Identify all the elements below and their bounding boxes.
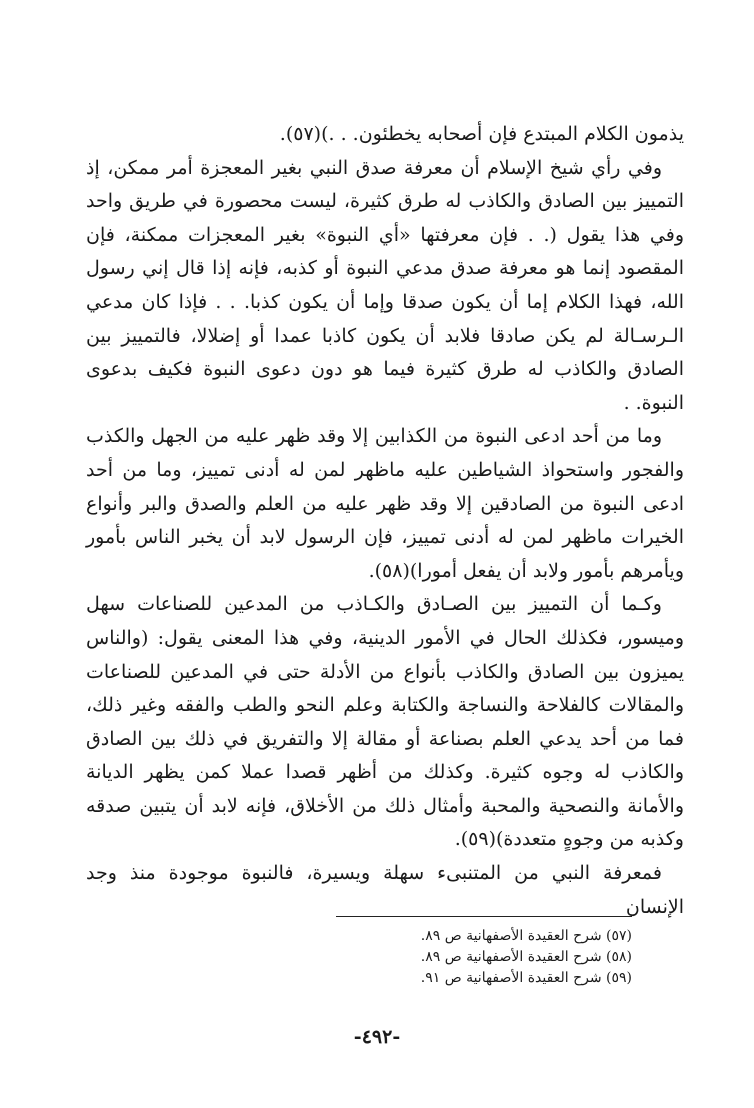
paragraph: فمعرفة النبي من المتنبىء سهلة ويسيرة، فالنبوة موجودة منذ وجد الإنسان (86, 862, 684, 918)
paragraph: وكـما أن التمييز بين الصـادق والكـاذب من المدعين للصناعات سهل وميسور، فكذلك الحال في الأمور الدينية، وفي هذا المعنى يقول: (والناس يميزون بين الصادق والكاذب بأنواع من الأدلة حتى في المدعين للصناعات والمقالات كالفلاحة والنساجة والكتابة وعلم النحو والطب والفقه وغير ذلك، فما من أحد يدعي العلم بصناعة أو مقالة إلا والتفريق في ذلك بين الصادق والكاذب له وجوه كثيرة. وكذلك من أظهر قصدا عملا كمن يظهر الديانة والأمانة والنصحية والمحبة وأمثال ذلك من الأخلاق، فإنه لابد أن يتبين صدقه وكذبه من وجوهٍ متعددة)(٥٩). (86, 593, 684, 851)
footnote-58: (٥٨) شرح العقيدة الأصفهانية ص ٨٩. (420, 949, 632, 965)
footnote-divider (336, 916, 632, 917)
page-number: -٤٩٢- (353, 1026, 401, 1048)
paragraph: وما من أحد ادعى النبوة من الكذابين إلا وقد ظهر عليه من الجهل والكذب والفجور واستحواذ الشياطين عليه ماظهر لمن له أدنى تمييز، وما من أحد ادعى النبوة من الصادقين إلا وقد ظهر عليه من العلم والصدق والبر وأنواع الخيرات ماظهر لمن له أدنى تمييز، فإن الرسول لابد أن يخبر الناس بأمور ويأمرهم بأمور ولابد أن يفعل أمورا)(٥٨). (86, 425, 684, 582)
footnotes (300, 926, 632, 989)
paragraph: وفي رأي شيخ الإسلام أن معرفة صدق النبي بغير المعجزة أمر ممكن، إذ التمييز بين الصادق والكاذب له طرق كثيرة، ليست محصورة في طريق واحد وفي هذا يقول (. . فإن معرفتها «أي النبوة» بغير المعجزات ممكنة، فإن المقصود إنما هو معرفة صدق مدعي النبوة أو كذبه، فإنه إذا قال إني رسول الله، فهذا الكلام إما أن يكون صدقا وإما أن يكون كذبا. . . فإذا كان مدعي الـرسـالة لم يكن صادقا فلابد أن يكون كاذبا عمدا أو إضلالا، فالتمييز بين الصادق والكاذب له طرق كثيرة فيما هو دون دعوى النبوة فكيف بدعوى النبوة. . (86, 156, 684, 414)
main-text (86, 118, 684, 924)
footnote-57: (٥٧) شرح العقيدة الأصفهانية ص ٨٩. (420, 928, 632, 944)
paragraph-continuation: يذمون الكلام المبتدع فإن أصحابه يخطئون. . .)(٥٧). (279, 123, 684, 145)
footnote-59: (٥٩) شرح العقيدة الأصفهانية ص ٩١. (420, 970, 632, 986)
